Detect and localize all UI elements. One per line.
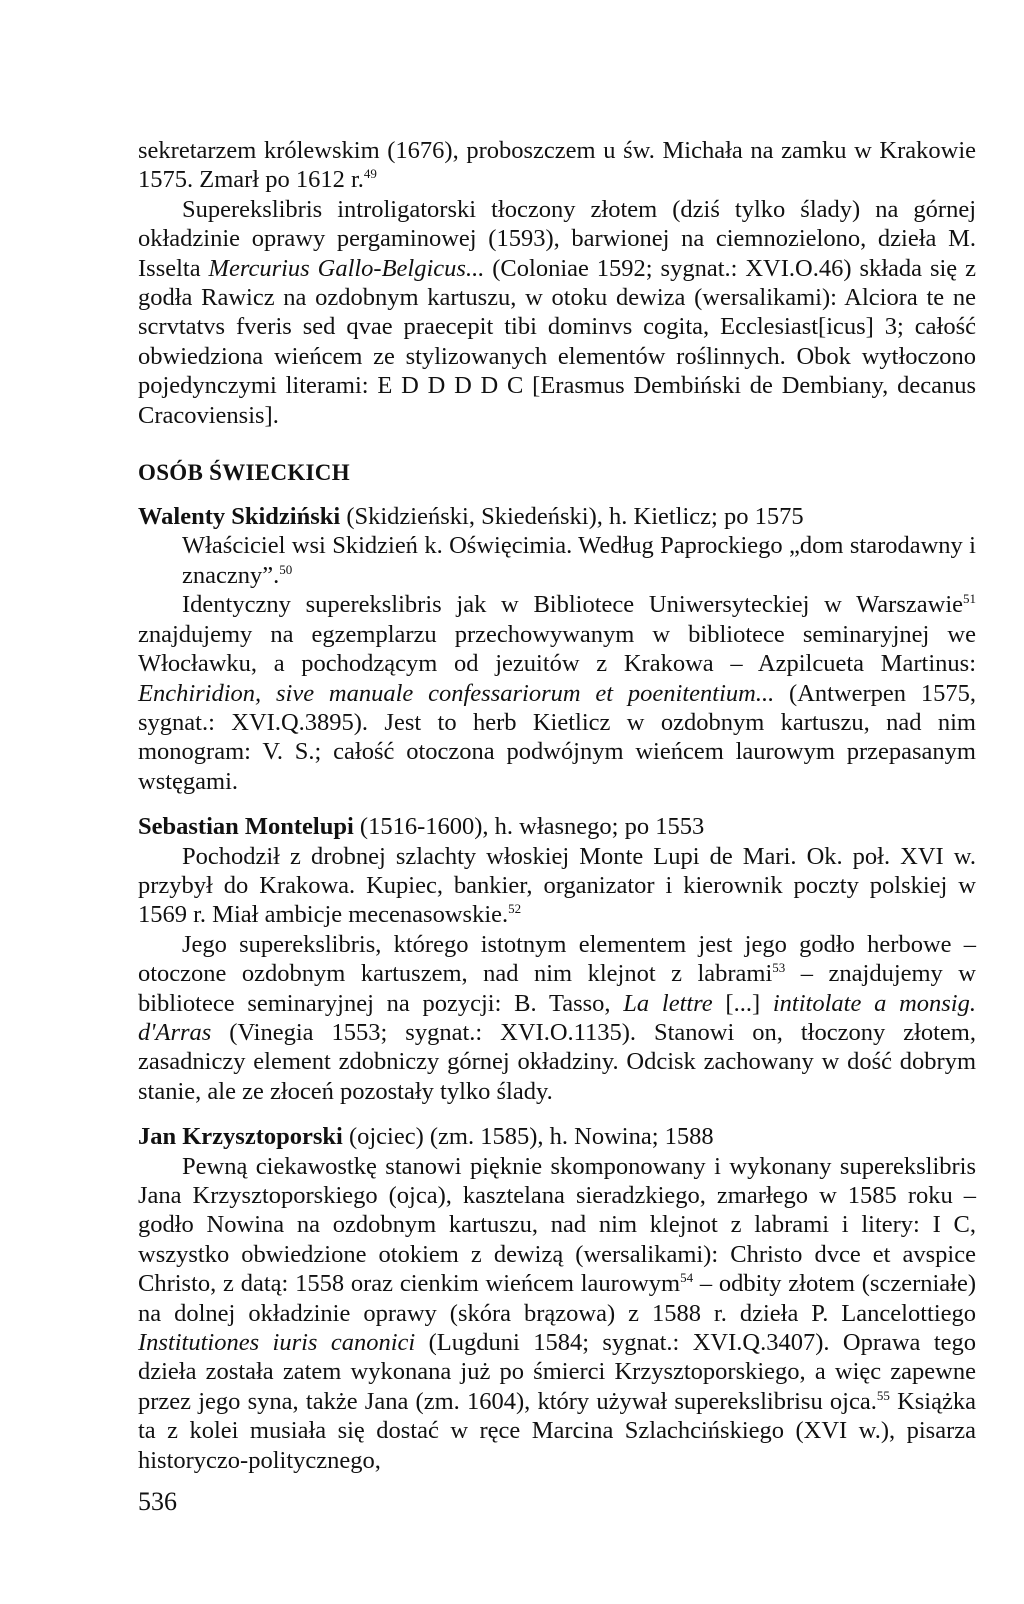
intro-text-2a: Superekslibris introligatorski tłoczony złotem (dziś tylko ślady) na górnej okładzinie oprawy pergaminowej (1593), barwionej na ciemnozielono, dzieła M. Isselta (138, 195, 976, 282)
entry-heading-details: (Skidzieński, Skiedeński), h. Kietlicz; po 1575 (340, 503, 804, 531)
entry-text-b: – odbity złotem (sczerniałe) na dolnej okładzinie oprawy (skóra brązowa) z 1588 r. dzieła P. Lancelottiego (138, 1270, 977, 1327)
entry-text-c: (Antwerpen 1575, sygnat.: XVI.Q.3895). Jest to herb Kietlicz w ozdobnym kartuszu, nad nim monogram: V. S.; całość otoczona podwójnym wieńcem laurowym przepasanym wstęgami. (138, 679, 976, 795)
entry-heading (138, 1122, 976, 1151)
intro-text-2b: (Coloniae 1592; sygnat.: XVI.O.46) składa się z godła Rawicz na ozdobnym kartuszu, w otoku dewiza (wersalikami): Alciora te ne scrvtatvs fveris sed qvae praecepit tibi dominvs cogita, Ecclesiast[icus] 3; całość obwiedziona wieńcem ze stylizowanych elementów roślinnych. Obok wytłoczono pojedynczymi literami: E D D D D C [Erasmus Dembiński de Dembiany, decanus Cracoviensis]. (138, 254, 976, 429)
entry-name: Walenty Skidziński (138, 503, 341, 531)
book-title-intitolate: intitolate a monsig. d'Arras (138, 989, 976, 1046)
entry-text-c: (Lugduni 1584; sygnat.: XVI.Q.3407). Oprawa tego dzieła została zatem wykonana już po śmierci Krzysztoporskiego, a więc zapewne przez jego syna, także Jana (zm. 1604), który używał superekslibrisu ojca. (138, 1329, 976, 1415)
footnote-ref-50: 50 (279, 561, 293, 577)
book-title-institutiones: Institutiones iuris canonici (138, 1329, 416, 1357)
spacer (138, 796, 976, 812)
book-title-la-lettre: La lettre (623, 989, 713, 1017)
entry-heading (138, 502, 976, 531)
spacer (138, 1106, 976, 1122)
entry-text-a: Identyczny superekslibris jak w Bibliotece Uniwersyteckiej w Warszawie (182, 591, 963, 619)
entry-bio-text: Właściciel wsi Skidzień k. Oświęcimia. Według Paprockiego „dom starodawny i znaczny”. (182, 532, 976, 589)
entry-text-d: Książka ta z kolei musiała się dostać w ręce Marcina Szlachcińskiego (XVI w.), pisarza historyczo-politycznego, (138, 1387, 976, 1474)
entry-name: Jan Krzysztoporski (138, 1123, 343, 1151)
intro-paragraph-1 (138, 136, 976, 195)
intro-paragraph-2 (138, 195, 976, 430)
entry-krzysztoporski (138, 1122, 976, 1475)
entry-bio (138, 842, 976, 930)
entry-heading-details: (1516-1600), h. własnego; po 1553 (353, 813, 705, 841)
entry-paragraph (138, 1152, 976, 1475)
page-number: 536 (138, 1487, 177, 1516)
entry-text-a: Jego superekslibris, którego istotnym elementem jest jego godło herbowe – otoczone ozdobnym kartuszem, nad nim klejnot z labrami (138, 930, 976, 988)
footnote-ref-49: 49 (363, 166, 377, 182)
entry-paragraph (138, 590, 976, 796)
entry-text-mid: [...] (712, 989, 773, 1017)
footnote-ref-52: 52 (508, 901, 522, 917)
entry-bio-text: Pochodził z drobnej szlachty włoskiej Monte Lupi de Mari. Ok. poł. XVI w. przybył do Krakowa. Kupiec, bankier, organizator i kierownik poczty polskiej w 1569 r. Miał ambicje mecenasowskie. (138, 842, 976, 929)
section-heading: OSÓB ŚWIECKICH (138, 460, 350, 486)
footnote-ref-54: 54 (680, 1270, 694, 1286)
entry-heading-details: (ojciec) (zm. 1585), h. Nowina; 1588 (342, 1123, 714, 1151)
entry-text-b: – znajdujemy w bibliotece seminaryjnej na pozycji: B. Tasso, (138, 960, 976, 1017)
entry-name: Sebastian Montelupi (138, 813, 354, 841)
entry-text-a: Pewną ciekawostkę stanowi pięknie skomponowany i wykonany superekslibris Jana Krzysztoporskiego (ojca), kasztelana sieradzkiego, zmarłego w 1585 roku – godło Nowina na ozdobnym kartuszu, nad nim klejnot z labrami i litery: I C, wszystko obwiedzione otokiem z dewizą (wersalikami): Christo dvce et avspice Christo, z datą: 1558 oraz cienkim wieńcem laurowym (138, 1152, 976, 1298)
book-title-mercurius: Mercurius Gallo-Belgicus... (208, 254, 485, 282)
intro-text-1: sekretarzem królewskim (1676), proboszczem u św. Michała na zamku w Krakowie 1575. Zmarł po 1612 r. (138, 137, 976, 194)
entry-montelupi (138, 812, 976, 1106)
entry-skidzinski (138, 502, 976, 796)
entry-heading (138, 812, 976, 841)
page-body (138, 136, 976, 1475)
entry-text-b: znajdujemy na egzemplarzu przechowywanym w bibliotece seminaryjnej we Włocławku, a pochodzącym od jezuitów z Krakowa – Azpilcueta Martinus: (138, 620, 976, 678)
entry-paragraph (138, 930, 976, 1106)
book-title-enchiridion: Enchiridion, sive manuale confessariorum et poenitentium... (138, 679, 775, 707)
footnote-ref-55: 55 (876, 1387, 890, 1403)
footnote-ref-51: 51 (963, 591, 976, 607)
entry-text-c: (Vinegia 1553; sygnat.: XVI.O.1135). Stanowi on, tłoczony złotem, zasadniczy element zdobniczy górnej okładziny. Odcisk zachowany w dość dobrym stanie, ale ze złoceń pozostały tylko ślady. (138, 1018, 976, 1105)
footnote-ref-53: 53 (772, 960, 786, 976)
entry-bio (138, 531, 976, 590)
